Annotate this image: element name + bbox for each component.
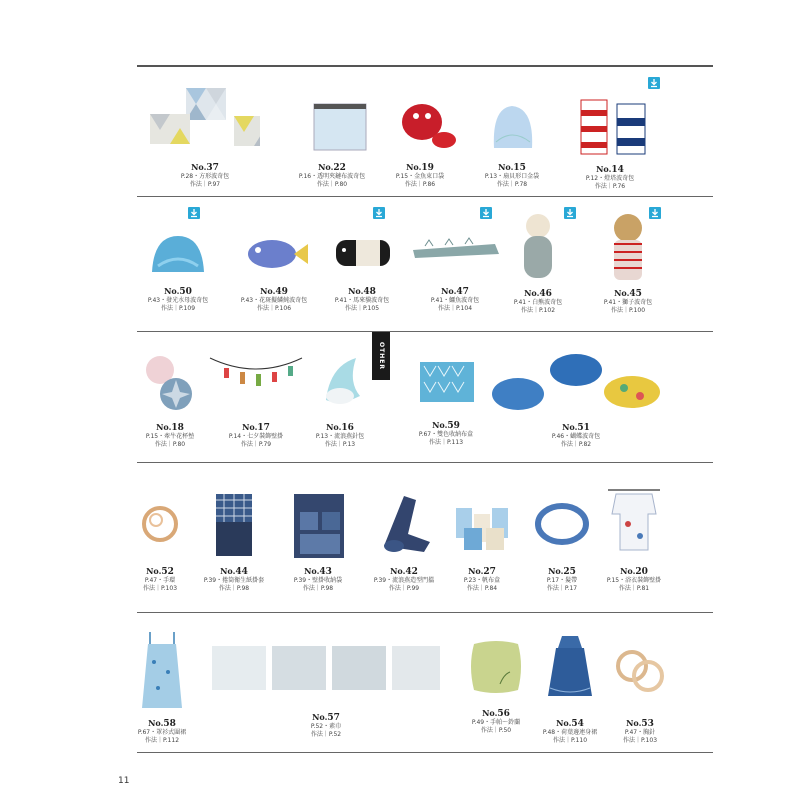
- item-caption: P.46・蝴蝶波奇包: [551, 433, 601, 440]
- item-number: No.56: [482, 708, 510, 719]
- polar-bear-pouch-image: [498, 210, 578, 282]
- canvas-box-image: [442, 494, 522, 560]
- toilet-roll-cover-image: [194, 490, 274, 560]
- goldfish-bag-image: [380, 96, 460, 156]
- item-37: [150, 86, 260, 189]
- item-caption: P.13・流浪燕針包: [315, 433, 365, 440]
- item-number: No.42: [390, 566, 418, 577]
- item-howto: 作法｜P.13: [324, 441, 356, 448]
- item-caption: P.67・雙色收納布盒: [418, 431, 474, 438]
- item-53: [590, 636, 690, 745]
- download-icon[interactable]: [648, 77, 660, 89]
- item-caption: P.13・扇貝形口金袋: [484, 173, 540, 180]
- item-number: No.58: [148, 718, 176, 729]
- item-howto: 作法｜P.97: [189, 181, 221, 188]
- item-caption: P.41・獅子波奇包: [603, 299, 653, 306]
- item-number: No.45: [614, 288, 642, 299]
- item-howto: 作法｜P.100: [610, 307, 646, 314]
- item-howto: 作法｜P.86: [404, 181, 436, 188]
- item-49: [224, 226, 324, 313]
- item-51: [486, 346, 666, 449]
- fabric-storage-box-image: [406, 352, 486, 414]
- item-caption: P.14・七夕裝飾壁掛: [228, 433, 284, 440]
- item-howto: 作法｜P.98: [302, 585, 334, 592]
- item-number: No.47: [441, 286, 469, 297]
- item-20: [584, 484, 684, 593]
- triangle-pouch-image: [150, 86, 260, 156]
- item-howto: 作法｜P.109: [160, 305, 196, 312]
- item-45: [578, 210, 678, 315]
- swallow-pincushion-image: [300, 350, 380, 416]
- item-number: No.16: [326, 422, 354, 433]
- item-18: [120, 348, 220, 449]
- item-caption: P.43・花斑擬鱗魨波奇包: [240, 297, 308, 304]
- item-howto: 作法｜P.79: [240, 441, 272, 448]
- shell-purse-image: [472, 98, 552, 156]
- divider-1: [137, 196, 713, 197]
- clear-pouch-image: [292, 98, 372, 156]
- item-howto: 作法｜P.110: [552, 737, 588, 744]
- item-number: No.37: [191, 162, 219, 173]
- item-caption: P.39・流浪燕造型門擋: [373, 577, 435, 584]
- item-number: No.17: [242, 422, 270, 433]
- item-caption: P.67・罩衫式圍裙: [137, 729, 187, 736]
- item-59: [396, 352, 496, 447]
- item-number: No.57: [312, 712, 340, 723]
- item-howto: 作法｜P.104: [437, 305, 473, 312]
- item-48: [312, 224, 412, 313]
- cloths-image: [210, 642, 442, 692]
- item-caption: P.41・鱷魚波奇包: [430, 297, 480, 304]
- item-howto: 作法｜P.103: [622, 737, 658, 744]
- lion-pouch-image: [588, 210, 668, 282]
- item-number: No.27: [468, 566, 496, 577]
- item-number: No.14: [596, 164, 624, 175]
- item-caption: P.48・荷葉邊連身裙: [542, 729, 598, 736]
- item-howto: 作法｜P.50: [480, 727, 512, 734]
- download-icon[interactable]: [188, 207, 200, 219]
- item-46: [488, 210, 588, 315]
- item-caption: P.41・馬來貘波奇包: [334, 297, 390, 304]
- item-57: [210, 642, 442, 739]
- item-howto: 作法｜P.99: [388, 585, 420, 592]
- item-number: No.51: [562, 422, 590, 433]
- item-50: [128, 226, 228, 313]
- item-caption: P.23・帆布盒: [463, 577, 501, 584]
- item-howto: 作法｜P.82: [560, 441, 592, 448]
- apron-image: [122, 628, 202, 712]
- item-15: [462, 98, 562, 189]
- item-caption: P.39・捲筒衛生紙掛套: [203, 577, 265, 584]
- item-caption: P.12・燈塔波奇包: [585, 175, 635, 182]
- item-14: [560, 90, 660, 191]
- divider-2: [137, 331, 713, 332]
- item-22: [282, 98, 382, 189]
- item-19: [370, 96, 470, 189]
- top-rule: [137, 65, 713, 67]
- item-caption: P.39・壁掛收納袋: [293, 577, 343, 584]
- item-howto: 作法｜P.103: [142, 585, 178, 592]
- item-howto: 作法｜P.98: [218, 585, 250, 592]
- item-number: No.54: [556, 718, 584, 729]
- item-caption: P.41・白熊波奇包: [513, 299, 563, 306]
- item-number: No.49: [260, 286, 288, 297]
- item-58: [112, 628, 212, 745]
- item-howto: 作法｜P.80: [316, 181, 348, 188]
- item-number: No.18: [156, 422, 184, 433]
- item-caption: P.52・素巾: [310, 723, 342, 730]
- item-caption: P.15・金魚束口袋: [395, 173, 445, 180]
- item-howto: 作法｜P.78: [496, 181, 528, 188]
- item-caption: P.28・方形波奇包: [180, 173, 230, 180]
- divider-3: [137, 462, 713, 463]
- brooch-image: [600, 636, 680, 712]
- item-number: No.19: [406, 162, 434, 173]
- item-howto: 作法｜P.84: [466, 585, 498, 592]
- item-caption: P.47・胸針: [624, 729, 656, 736]
- item-howto: 作法｜P.112: [144, 737, 180, 744]
- butterfly-pouch-image: [486, 346, 666, 416]
- lighthouse-pouch-image: [565, 90, 655, 158]
- item-howto: 作法｜P.81: [618, 585, 650, 592]
- item-howto: 作法｜P.106: [256, 305, 292, 312]
- tapir-pouch-image: [322, 224, 402, 280]
- divider-4: [137, 612, 713, 613]
- item-number: No.15: [498, 162, 526, 173]
- bottom-rule: [137, 752, 713, 753]
- item-caption: P.49・手帕～鈴蘭: [471, 719, 521, 726]
- jellyfish-pouch-image: [138, 226, 218, 280]
- item-howto: 作法｜P.80: [154, 441, 186, 448]
- item-caption: P.15・牽牛花杯墊: [145, 433, 195, 440]
- item-number: No.46: [524, 288, 552, 299]
- item-number: No.22: [318, 162, 346, 173]
- download-icon[interactable]: [649, 207, 661, 219]
- morning-glory-coaster-image: [130, 348, 210, 416]
- item-number: No.52: [146, 566, 174, 577]
- item-number: No.53: [626, 718, 654, 729]
- item-howto: 作法｜P.52: [310, 731, 342, 738]
- item-caption: P.16・透明夾鏈布波奇包: [298, 173, 366, 180]
- item-number: No.50: [164, 286, 192, 297]
- item-howto: 作法｜P.113: [428, 439, 464, 446]
- item-number: No.44: [220, 566, 248, 577]
- item-number: No.25: [548, 566, 576, 577]
- pufferfish-pouch-image: [234, 226, 314, 280]
- item-number: No.59: [432, 420, 460, 431]
- item-number: No.20: [620, 566, 648, 577]
- wall-storage-bag-image: [278, 490, 358, 560]
- item-caption: P.47・手環: [144, 577, 176, 584]
- item-number: No.43: [304, 566, 332, 577]
- item-caption: P.17・髮帶: [546, 577, 578, 584]
- item-caption: P.43・發光水母波奇包: [147, 297, 209, 304]
- other-tag: OTHER: [372, 332, 390, 380]
- item-howto: 作法｜P.76: [594, 183, 626, 190]
- item-howto: 作法｜P.105: [344, 305, 380, 312]
- item-howto: 作法｜P.102: [520, 307, 556, 314]
- download-icon[interactable]: [564, 207, 576, 219]
- page-number: 11: [118, 776, 130, 786]
- item-howto: 作法｜P.17: [546, 585, 578, 592]
- item-16: [290, 350, 390, 449]
- download-icon[interactable]: [373, 207, 385, 219]
- yukata-wall-hanging-image: [594, 484, 674, 560]
- item-number: No.48: [348, 286, 376, 297]
- item-43: [268, 490, 368, 593]
- item-caption: P.15・浴衣裝飾壁掛: [606, 577, 662, 584]
